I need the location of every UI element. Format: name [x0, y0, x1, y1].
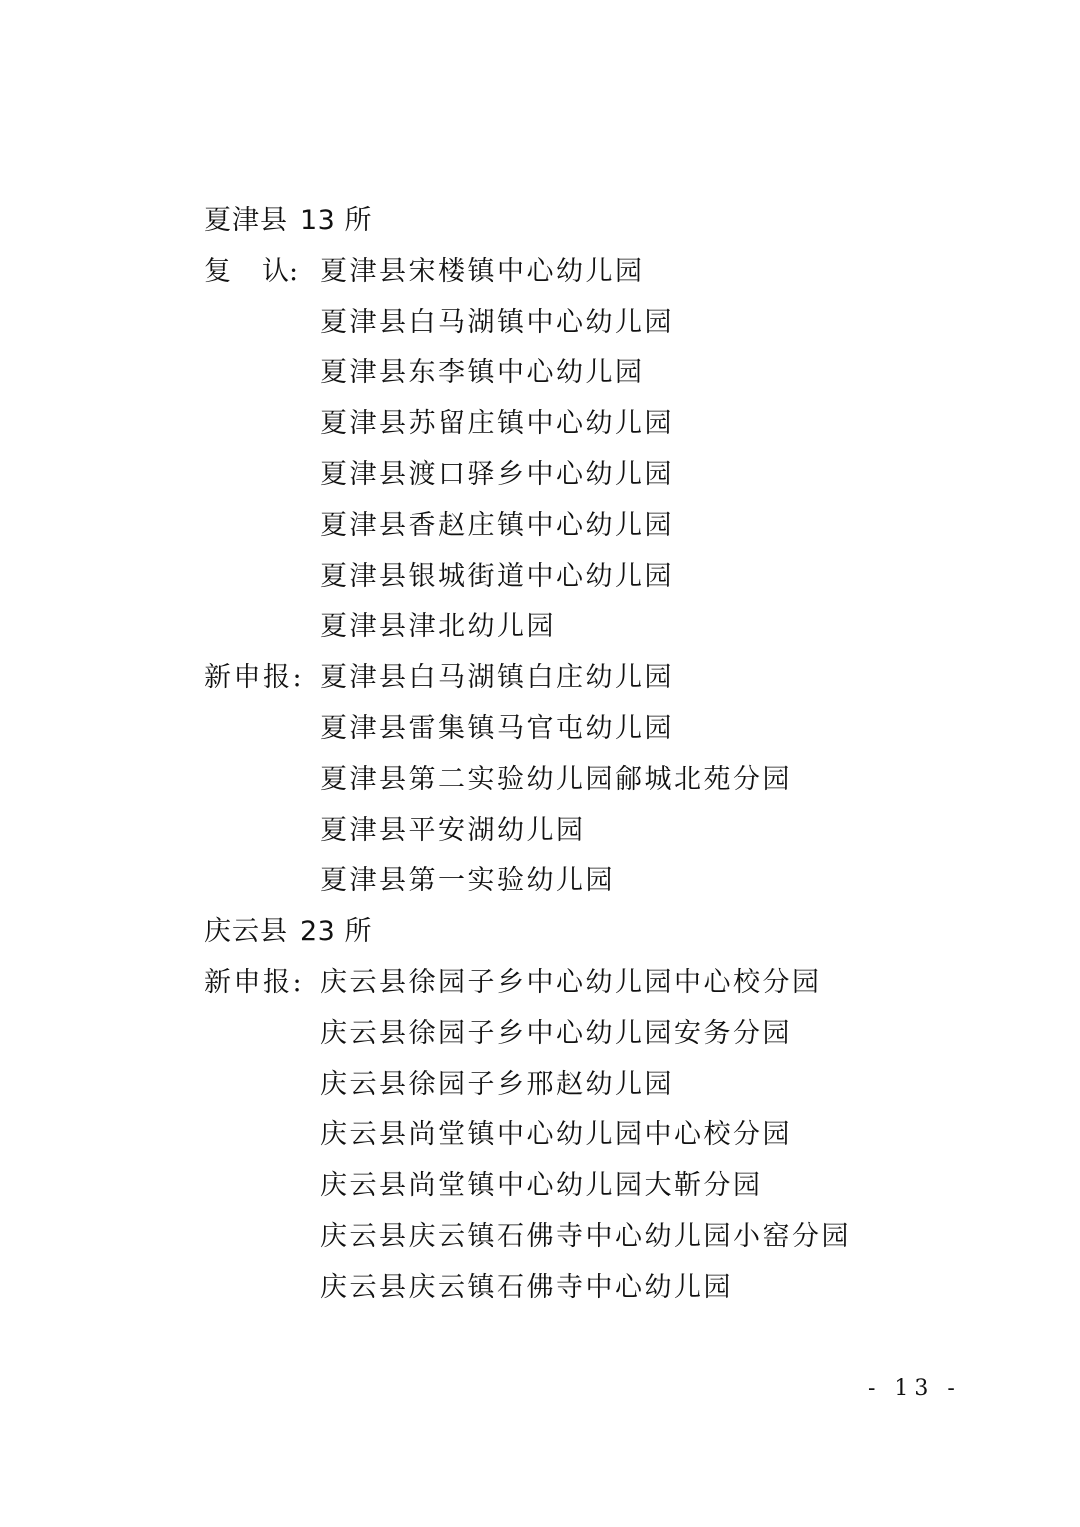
kindergarten-name: 夏津县第一实验幼儿园 — [320, 865, 615, 897]
category-label-recheck: 复 认: — [204, 255, 299, 287]
kindergarten-name: 庆云县庆云镇石佛寺中心幼儿园小窑分园 — [320, 1220, 851, 1252]
list-item — [204, 755, 964, 806]
category-label-new: 新申报: — [204, 662, 305, 694]
list-item — [204, 298, 964, 349]
section-count: 13 所 — [300, 205, 372, 236]
kindergarten-name: 夏津县雷集镇马官屯幼儿园 — [320, 712, 674, 744]
category-label-new: 新申报: — [204, 966, 305, 998]
list-item — [204, 704, 964, 755]
kindergarten-name: 庆云县庆云镇石佛寺中心幼儿园 — [320, 1271, 733, 1303]
list-item — [204, 602, 964, 653]
section-count: 23 所 — [300, 916, 372, 948]
list-item — [204, 1060, 964, 1111]
kindergarten-name: 庆云县徐园子乡中心幼儿园安务分园 — [320, 1017, 792, 1049]
page-number: - 13 - — [868, 1376, 961, 1401]
list-item — [204, 1110, 964, 1161]
kindergarten-name: 庆云县徐园子乡邢赵幼儿园 — [320, 1068, 674, 1100]
list-item — [204, 501, 964, 552]
kindergarten-name: 庆云县尚堂镇中心幼儿园中心校分园 — [320, 1119, 792, 1151]
kindergarten-name: 夏津县白马湖镇白庄幼儿园 — [320, 662, 674, 694]
list-item — [204, 856, 964, 907]
kindergarten-name: 夏津县白马湖镇中心幼儿园 — [320, 306, 674, 338]
kindergarten-name: 夏津县宋楼镇中心幼儿园 — [320, 255, 645, 287]
list-item — [204, 1212, 964, 1263]
kindergarten-name: 夏津县苏留庄镇中心幼儿园 — [320, 408, 674, 440]
list-item — [204, 1263, 964, 1314]
list-item — [204, 552, 964, 603]
kindergarten-name: 庆云县尚堂镇中心幼儿园大靳分园 — [320, 1170, 763, 1202]
section-title: 庆云县 — [204, 916, 288, 948]
list-item — [204, 348, 964, 399]
list-item — [204, 399, 964, 450]
list-item — [204, 958, 964, 1009]
list-item — [204, 1009, 964, 1060]
document-content — [204, 196, 964, 1314]
kindergarten-name: 夏津县平安湖幼儿园 — [320, 814, 586, 846]
section-heading-xiajin — [204, 196, 964, 247]
kindergarten-name: 夏津县第二实验幼儿园鄃城北苑分园 — [320, 763, 792, 795]
kindergarten-name: 夏津县渡口驿乡中心幼儿园 — [320, 458, 674, 490]
kindergarten-name: 夏津县津北幼儿园 — [320, 611, 556, 643]
list-item — [204, 247, 964, 298]
kindergarten-name: 夏津县东李镇中心幼儿园 — [320, 357, 645, 389]
kindergarten-name: 夏津县香赵庄镇中心幼儿园 — [320, 509, 674, 541]
list-item — [204, 450, 964, 501]
section-title: 夏津县 — [204, 205, 288, 236]
kindergarten-name: 夏津县银城街道中心幼儿园 — [320, 560, 674, 592]
list-item — [204, 806, 964, 857]
list-item — [204, 653, 964, 704]
kindergarten-name: 庆云县徐园子乡中心幼儿园中心校分园 — [320, 966, 822, 998]
list-item — [204, 1161, 964, 1212]
section-heading-qingyun — [204, 907, 964, 958]
